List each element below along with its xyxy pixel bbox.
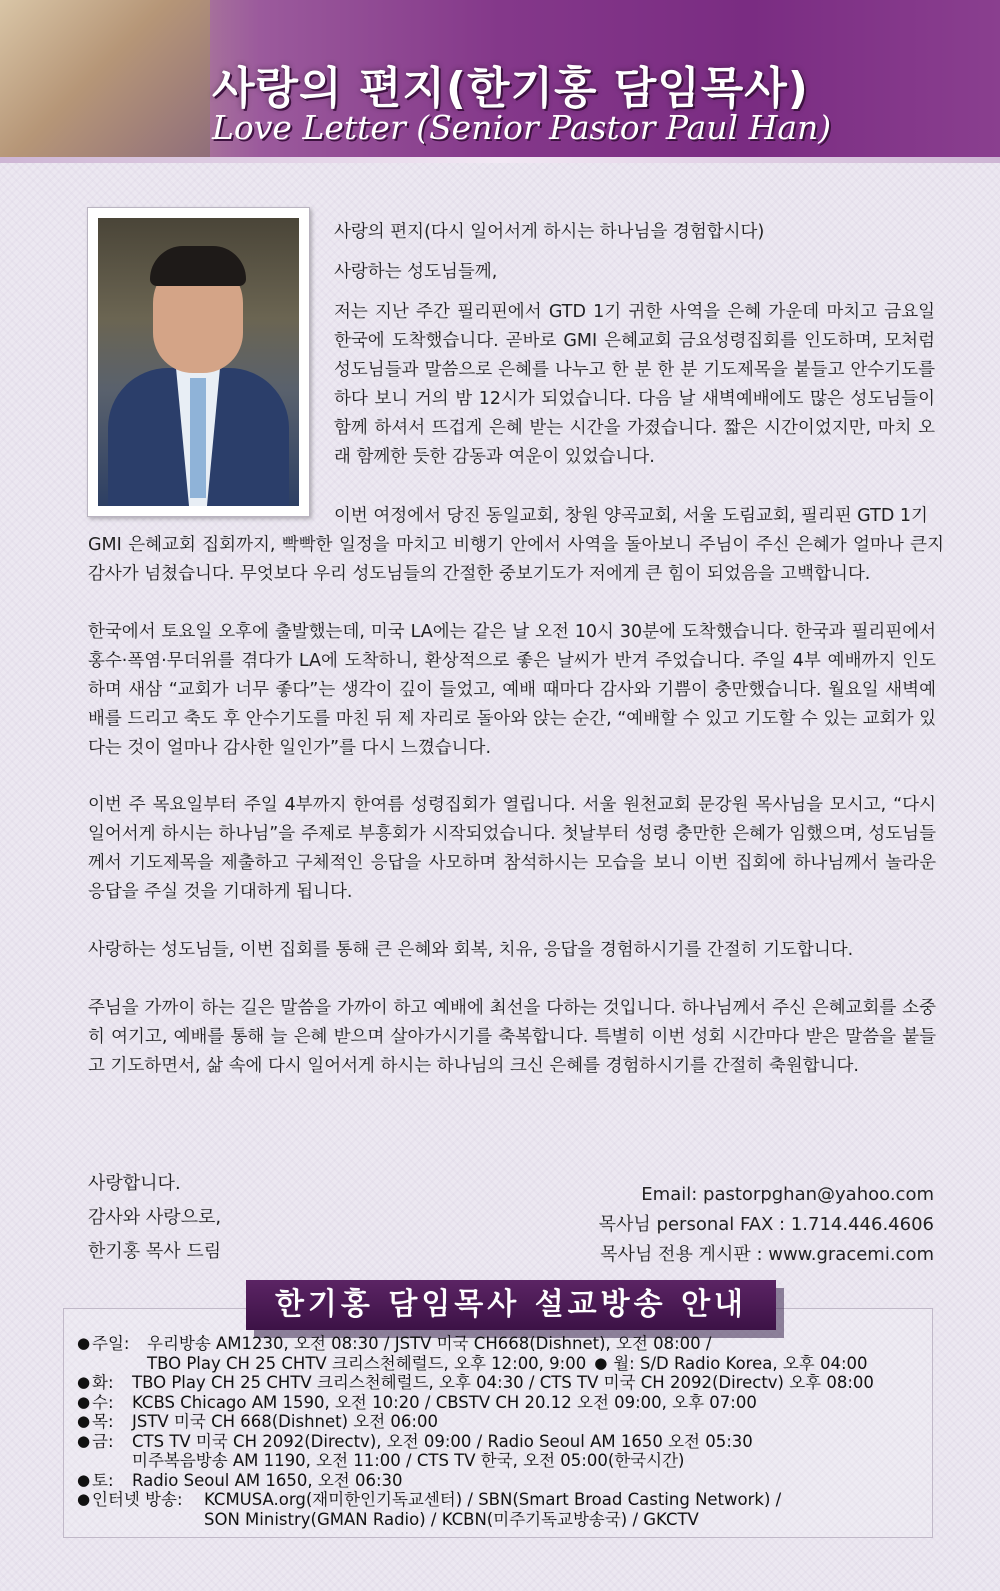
pastor-photo-frame [87, 207, 310, 517]
pen-writing-image [0, 0, 210, 163]
letter-paragraph-6: 주님을 가까이 하는 길은 말씀을 가까이 하고 예배에 최선을 다하는 것입니다. 하나님께서 주신 은혜교회를 소중히 여기고, 예배를 통해 늘 은혜 받으며 살아가시기를 축복합니다. 특별히 이번 성회 시간마다 받은 말씀을 붙들고 기도하면서, 삶 속에 다시 일어서게 하시는 하나님의 크신 은혜를 경험하시기를 간절히 축원합니다. [88, 998, 936, 1076]
broadcast-schedule [77, 1334, 927, 1529]
schedule-wednesday: ● 수: KCBS Chicago AM 1590, 오전 10:20 / CBSTV CH 20.12 오전 09:00, 오후 07:00 [77, 1392, 757, 1412]
schedule-thursday: ● 목: JSTV 미국 CH 668(Dishnet) 오전 06:00 [77, 1412, 438, 1431]
schedule-saturday: ● 토: Radio Seoul AM 1650, 오전 06:30 [77, 1470, 403, 1490]
bullet-icon: ● [77, 1392, 91, 1411]
letter-paragraph-5: 사랑하는 성도님들, 이번 집회를 통해 큰 은혜와 회복, 치유, 응답을 경험하시기를 간절히 기도합니다. [88, 940, 854, 960]
bullet-icon: ● [594, 1353, 608, 1372]
contact-board[interactable]: 목사님 전용 게시판 : www.gracemi.com [600, 1244, 934, 1265]
schedule-sunday: ● 주일: 우리방송 AM1230, 오전 08:30 / JSTV 미국 CH668(Dishnet), 오전 08:00 / [77, 1334, 712, 1353]
broadcast-banner: 한기홍 담임목사 설교방송 안내 [246, 1280, 776, 1330]
schedule-friday: ● 금: CTS TV 미국 CH 2092(Directv), 오전 09:00 / Radio Seoul AM 1650 오전 05:30 [77, 1431, 753, 1451]
schedule-internet: ● 인터넷 방송: KCMUSA.org(재미한인기독교센터) / SBN(Smart Broad Casting Network) / [77, 1490, 782, 1509]
bullet-icon: ● [77, 1431, 91, 1450]
header-banner [0, 0, 1000, 163]
pastor-photo [98, 218, 299, 506]
schedule-internet-2: SON Ministry(GMAN Radio) / KCBN(미주기독교방송국) / GKCTV [204, 1509, 699, 1529]
page-title: 사랑의 편지(한기홍 담임목사) [212, 63, 809, 114]
letter-paragraph-4: 이번 주 목요일부터 주일 4부까지 한여름 성령집회가 열립니다. 서울 원천교회 문강원 목사님을 모시고, “다시 일어서게 하시는 하나님”을 주제로 부흥회가 시작되었습니다. 첫날부터 성령 충만한 은혜가 임했으며, 성도님들께서 기도제목을 제출하고 구체적인 응답을 사모하며 참석하시는 모습을 보니 이번 집회에 하나님께서 놀라운 응답을 주실 것을 기대하게 됩니다. [88, 795, 936, 902]
schedule-sunday-monday: TBO Play CH 25 CHTV 크리스천헤럴드, 오후 12:00, 9:00 ● 월: S/D Radio Korea, 오후 04:00 [147, 1353, 868, 1373]
page-subtitle: Love Letter (Senior Pastor Paul Han) [212, 108, 832, 147]
letter-paragraph-2-first-line: 이번 여정에서 당진 동일교회, 창원 양곡교회, 서울 도림교회, 필리핀 GTD 1기 [334, 506, 928, 526]
closing-line-3: 한기홍 목사 드림 [88, 1241, 222, 1262]
letter-paragraph-3: 한국에서 토요일 오후에 출발했는데, 미국 LA에는 같은 날 오전 10시 30분에 도착했습니다. 한국과 필리핀에서 홍수·폭염·무더위를 겪다가 LA에 도착하니, 환상적으로 좋은 날씨가 반겨 주었습니다. 주일 4부 예배까지 인도하며 새삼 “교회가 너무 좋다”는 생각이 깊이 들었고, 예배 때마다 감사와 기쁨이 충만했습니다. 월요일 새벽예배를 드리고 축도 후 안수기도를 마친 뒤 제 자리로 돌아와 앉는 순간, “예배할 수 있고 기도할 수 있는 교회가 있다는 것이 얼마나 감사한 일인가”를 다시 느꼈습니다. [88, 622, 936, 758]
bullet-icon: ● [77, 1412, 91, 1430]
bullet-icon: ● [77, 1373, 91, 1391]
contact-info [514, 1180, 934, 1270]
letter-signature [88, 1167, 221, 1269]
letter-paragraph-1: 저는 지난 주간 필리핀에서 GTD 1기 귀한 사역을 은혜 가운데 마치고 금요일 한국에 도착했습니다. 곧바로 GMI 은혜교회 금요성령집회를 인도하며, 모처럼 성도님들과 말씀으로 은혜를 나누고 한 분 한 분 기도제목을 붙들고 안수기도를 하다 보니 거의 밤 12시가 되었습니다. 다음 날 새벽예배에도 많은 성도님들이 함께 하셔서 뜨겁게 은혜 받는 시간을 가졌습니다. 짧은 시간이었지만, 마치 오래 함께한 듯한 감동과 여운이 있었습니다. [334, 302, 935, 467]
contact-fax: 목사님 personal FAX : 1.714.446.4606 [598, 1214, 934, 1235]
bullet-icon: ● [77, 1490, 91, 1508]
closing-line-2: 감사와 사랑으로, [88, 1207, 222, 1228]
bullet-icon: ● [77, 1470, 91, 1489]
letter-greeting: 사랑하는 성도님들께, [334, 262, 498, 282]
contact-email[interactable]: Email: pastorpghan@yahoo.com [641, 1184, 934, 1205]
bullet-icon: ● [77, 1334, 91, 1352]
letter-subject: 사랑의 편지(다시 일어서게 하시는 하나님을 경험합시다) [334, 222, 765, 242]
closing-line-1: 사랑합니다. [88, 1173, 181, 1194]
letter-paragraph-2: GMI 은혜교회 집회까지, 빡빡한 일정을 마치고 비행기 안에서 사역을 돌아보니 주님이 주신 은혜가 얼마나 큰지 감사가 넘쳤습니다. 무엇보다 우리 성도님들의 간절한 중보기도가 저에게 큰 힘이 되었음을 고백합니다. [88, 535, 944, 584]
schedule-tuesday: ● 화: TBO Play CH 25 CHTV 크리스천헤럴드, 오후 04:30 / CTS TV 미국 CH 2092(Directv) 오후 08:00 [77, 1373, 874, 1392]
schedule-friday-2: 미주복음방송 AM 1190, 오전 11:00 / CTS TV 한국, 오전 05:00(한국시간) [132, 1451, 685, 1470]
